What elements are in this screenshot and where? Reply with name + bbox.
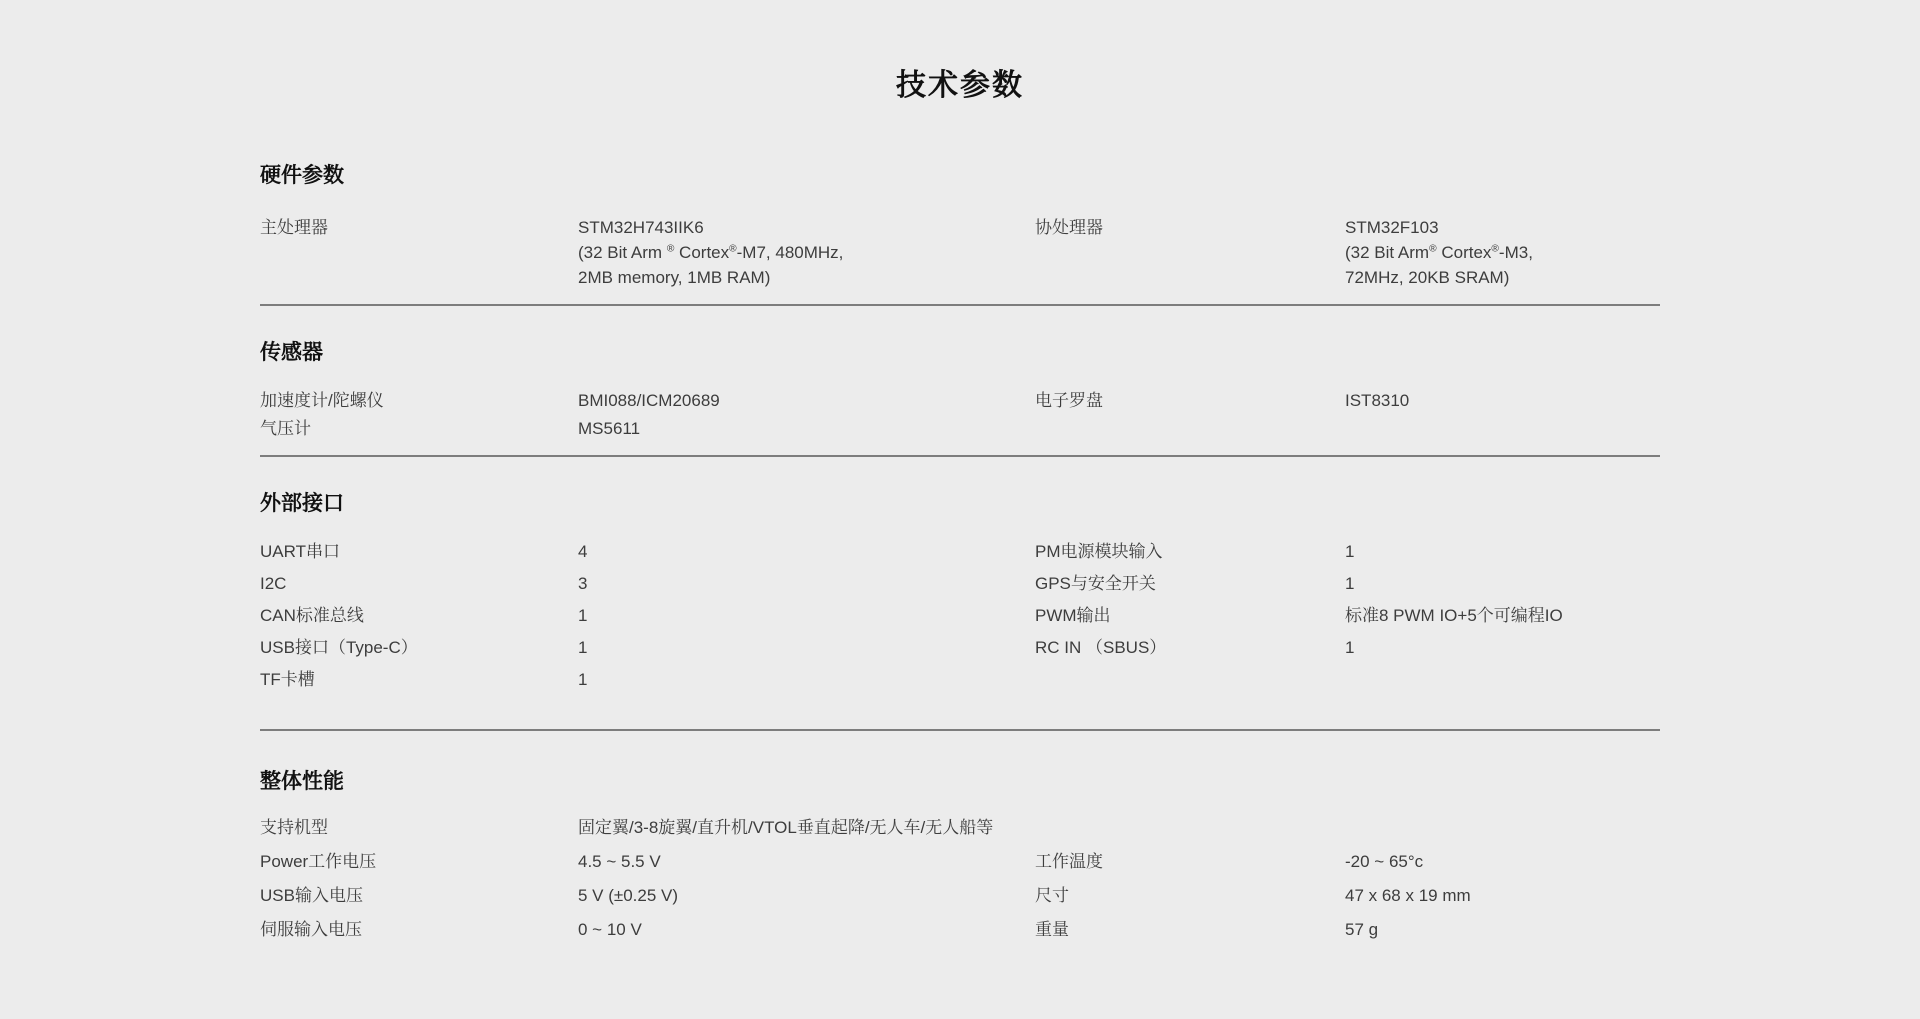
spec-label: I2C: [260, 574, 287, 593]
spec-value-line: (32 Bit Arm® Cortex®-M3,: [1345, 243, 1533, 262]
spec-value: 1: [578, 606, 588, 625]
spec-row: [260, 664, 1660, 696]
spec-label: UART串口: [260, 542, 340, 561]
spec-value: 47 x 68 x 19 mm: [1345, 886, 1471, 905]
section-heading: 外部接口: [260, 492, 344, 515]
spec-value-line: 72MHz, 20KB SRAM): [1345, 268, 1510, 287]
section-heading: 硬件参数: [260, 164, 344, 187]
spec-label: RC IN （SBUS）: [1035, 638, 1167, 657]
spec-value: [1345, 215, 1660, 290]
spec-value-line: 2MB memory, 1MB RAM): [578, 268, 771, 287]
spec-value: 1: [578, 670, 588, 689]
spec-row: [260, 632, 1660, 664]
spec-value: 57 g: [1345, 920, 1379, 939]
section-rows: [260, 811, 1660, 947]
spec-value: IST8310: [1345, 391, 1410, 410]
section-interfaces: [260, 491, 1660, 731]
spec-value: 4: [578, 542, 588, 561]
section-rows: [260, 387, 1660, 443]
spec-label: 支持机型: [260, 818, 328, 837]
section-sensors: [260, 340, 1660, 457]
section-rows: [260, 215, 1660, 290]
spec-row: [260, 879, 1660, 913]
spec-label: 协处理器: [1035, 218, 1103, 237]
spec-value-line: (32 Bit Arm ® Cortex®-M7, 480MHz,: [578, 243, 844, 262]
spec-value: BMI088/ICM20689: [578, 391, 720, 410]
spec-row: [260, 913, 1660, 947]
spec-row: [260, 387, 1660, 415]
spec-label: 工作温度: [1035, 852, 1103, 871]
spec-value-line: STM32H743IIK6: [578, 218, 704, 237]
page-title: 技术参数: [896, 69, 1024, 102]
spec-label: 电子罗盘: [1035, 391, 1103, 410]
spec-value: 1: [1345, 638, 1355, 657]
spec-value: MS5611: [578, 419, 641, 438]
spec-row: [260, 568, 1660, 600]
spec-row: [260, 600, 1660, 632]
spec-value: 1: [1345, 574, 1355, 593]
spec-page: [260, 68, 1660, 947]
spec-value: 1: [578, 638, 588, 657]
spec-value: 5 V (±0.25 V): [578, 886, 679, 905]
spec-row: [260, 415, 1660, 443]
section-hardware: [260, 163, 1660, 306]
spec-label: 伺服输入电压: [260, 920, 362, 939]
spec-label: 尺寸: [1035, 886, 1069, 905]
spec-value: 1: [1345, 542, 1355, 561]
spec-row: [260, 215, 1660, 290]
spec-value: -20 ~ 65°c: [1345, 852, 1424, 871]
spec-label: USB接口（Type-C）: [260, 638, 418, 657]
spec-value: 标准8 PWM IO+5个可编程IO: [1345, 606, 1563, 625]
spec-value: [578, 215, 1035, 290]
spec-value-line: STM32F103: [1345, 218, 1439, 237]
spec-row: [260, 811, 1660, 845]
spec-label: PWM输出: [1035, 606, 1111, 625]
spec-row: [260, 845, 1660, 879]
spec-label: TF卡槽: [260, 670, 315, 689]
spec-label: CAN标准总线: [260, 606, 364, 625]
spec-label: PM电源模块输入: [1035, 542, 1163, 561]
spec-label: 主处理器: [260, 218, 328, 237]
section-rows: [260, 536, 1660, 696]
spec-label: 重量: [1035, 920, 1069, 939]
spec-label: GPS与安全开关: [1035, 574, 1156, 593]
spec-label: 加速度计/陀螺仪: [260, 391, 384, 410]
section-heading: 传感器: [260, 341, 323, 364]
spec-value: 4.5 ~ 5.5 V: [578, 852, 661, 871]
section-heading: 整体性能: [260, 770, 344, 793]
section-performance: [260, 769, 1660, 947]
spec-value: 0 ~ 10 V: [578, 920, 642, 939]
spec-label: 气压计: [260, 419, 311, 438]
spec-value: 3: [578, 574, 588, 593]
spec-value: 固定翼/3-8旋翼/直升机/VTOL垂直起降/无人车/无人船等: [578, 818, 994, 837]
spec-row: [260, 536, 1660, 568]
spec-label: Power工作电压: [260, 852, 377, 871]
spec-label: USB输入电压: [260, 886, 363, 905]
